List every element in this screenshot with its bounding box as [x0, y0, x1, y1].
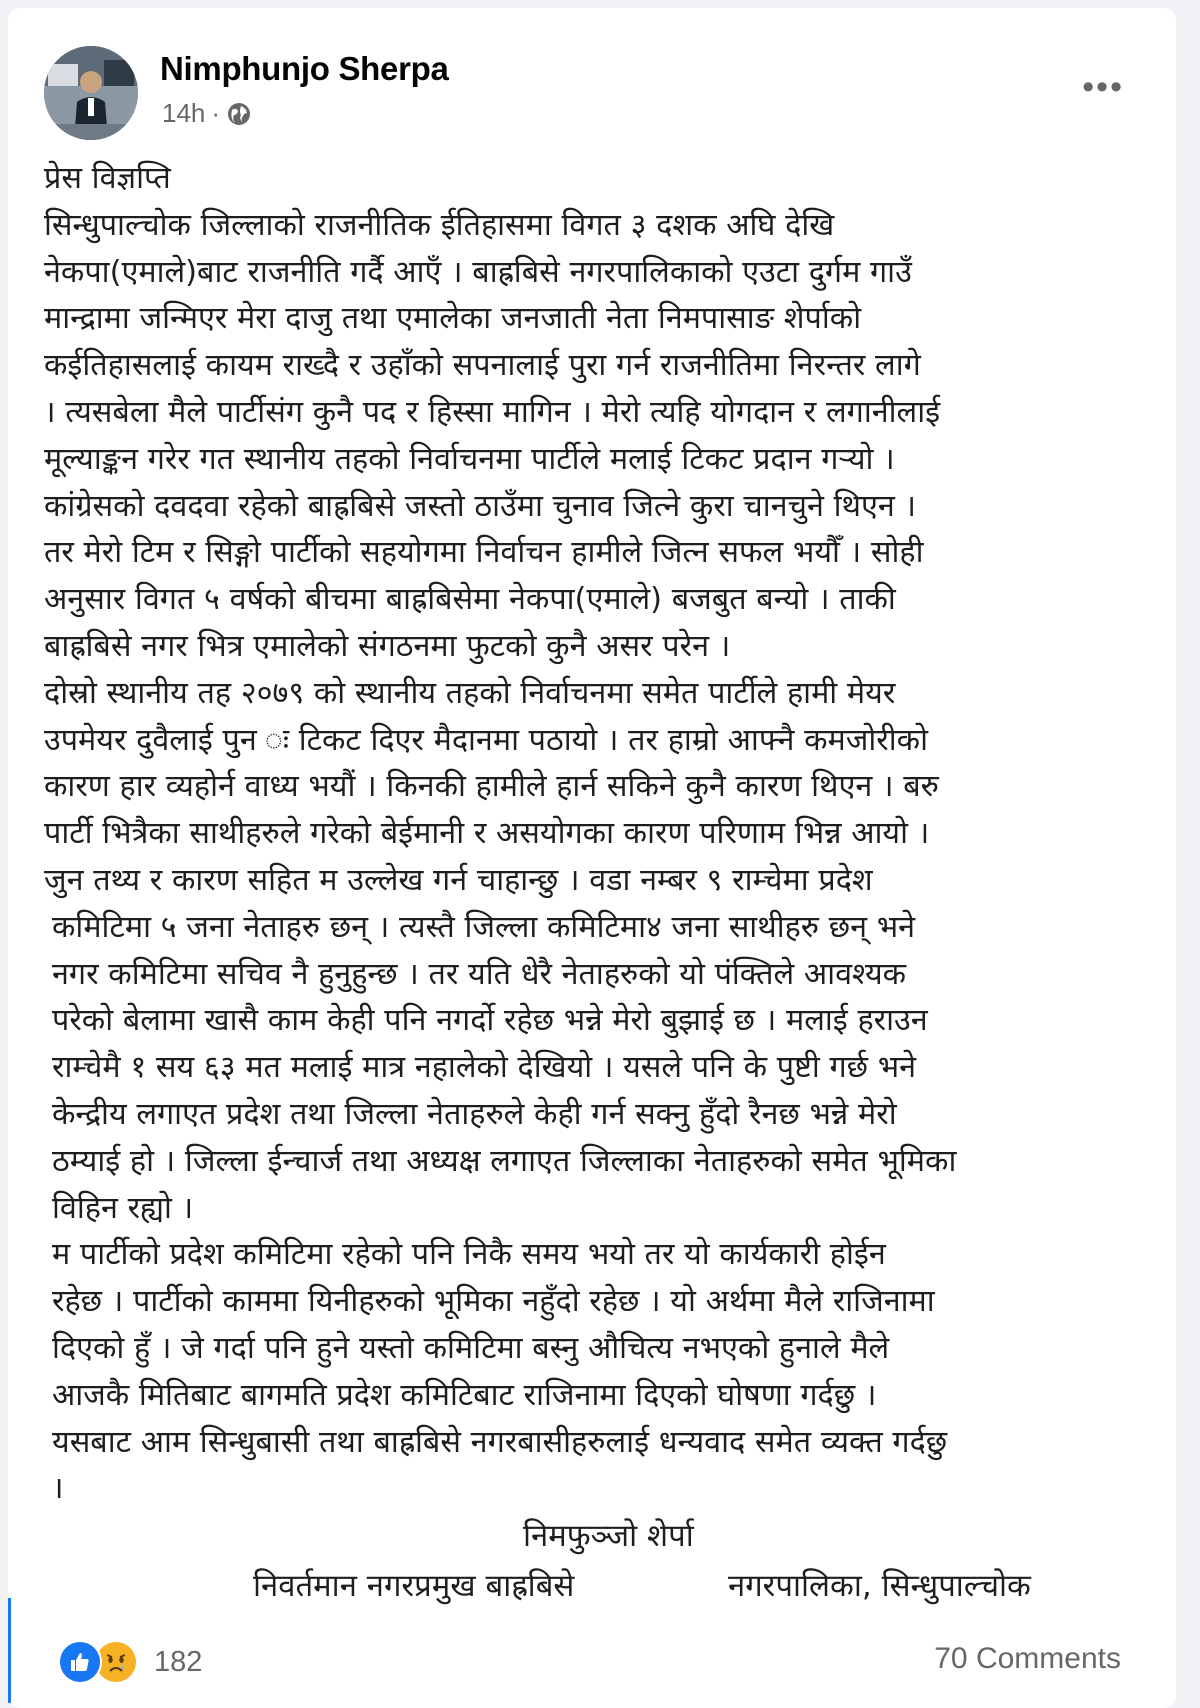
body-line: कईतिहासलाई कायम राख्दै र उहाँको सपनालाई पुरा गर्न राजनीतिमा निरन्तर लागे [44, 348, 921, 384]
body-line: नेकपा(एमाले)बाट राजनीति गर्दै आएँ । बाह्रबिसे नगरपालिकाको एउटा दुर्गम गाउँ [44, 254, 912, 290]
body-line: परेको बेलामा खासै काम केही पनि नगर्दो रहेछ भन्ने मेरो बुझाई छ । मलाई हराउन [52, 1003, 928, 1039]
body-line: तर मेरो टिम र सिङ्गो पार्टीको सहयोगमा निर्वाचन हामीले जित्न सफल भयौँ । सोही [44, 535, 924, 571]
body-line: म पार्टीको प्रदेश कमिटिमा रहेको पनि निकै समय भयो तर यो कार्यकारी होईन [52, 1237, 886, 1273]
post-header [44, 38, 1164, 148]
body-line: पार्टी भित्रैका साथीहरुले गरेको बेईमानी र असयोगका कारण परिणाम भिन्न आयो । [44, 816, 930, 852]
body-line: बाह्रबिसे नगर भित्र एमालेको संगठनमा फुटको कुनै असर परेन । [44, 628, 731, 664]
avatar[interactable] [44, 46, 138, 140]
post-card [8, 8, 1176, 1708]
body-line: कमिटिमा ५ जना नेताहरु छन् । त्यस्तै जिल्ला कमिटिमा४ जना साथीहरु छन् भने [52, 909, 916, 945]
globe-icon [226, 101, 252, 127]
reactions-summary[interactable] [58, 1640, 202, 1684]
body-line: केन्द्रीय लगाएत प्रदेश तथा जिल्ला नेताहरुले केही गर्न सक्नु हुँदो रैनछ भन्ने मेरो [52, 1096, 897, 1132]
body-line: उपमेयर दुवैलाई पुन ः टिकट दिएर मैदानमा पठायो । तर हाम्रो आफ्नै कमजोरीको [44, 722, 928, 758]
body-line: जुन तथ्य र कारण सहित म उल्लेख गर्न चाहान्छु । वडा नम्बर ९ राम्चेमा प्रदेश [44, 862, 873, 898]
focus-indicator [8, 1598, 11, 1703]
body-line: अनुसार विगत ५ वर्षको बीचमा बाह्रबिसेमा नेकपा(एमाले) बजबुत बन्यो । ताकी [44, 582, 896, 618]
body-line: दोस्रो स्थानीय तह २०७९ को स्थानीय तहको निर्वाचनमा समेत पार्टीले हामी मेयर [44, 675, 896, 711]
body-line: कारण हार व्यहोर्न वाध्य भयौं । किनकी हामीले हार्न सकिने कुनै कारण थिएन । बरु [44, 769, 939, 805]
body-line: रहेछ । पार्टीको काममा यिनीहरुको भूमिका नहुँदो रहेछ । यो अर्थमा मैले राजिनामा [52, 1284, 935, 1320]
body-line: विहिन रह्यो । [52, 1190, 194, 1226]
signature-place: नगरपालिका, सिन्धुपाल्चोक [728, 1568, 1031, 1604]
body-line: मान्द्रामा जन्मिएर मेरा दाजु तथा एमालेका जनजाती नेता निमपासाङ शेर्पाको [44, 301, 862, 337]
body-line: यसबाट आम सिन्धुबासी तथा बाह्रबिसे नगरबासीहरुलाई धन्यवाद समेत व्यक्त गर्दछु [52, 1424, 948, 1460]
reaction-count: 182 [154, 1645, 203, 1678]
like-icon [58, 1640, 102, 1684]
body-line: । [52, 1471, 64, 1507]
signature-name: निमफुञ्जो शेर्पा [523, 1518, 694, 1554]
post-meta [162, 98, 252, 129]
post-body [44, 156, 1154, 1513]
signature-title: निवर्तमान नगरप्रमुख बाह्रबिसे [253, 1568, 575, 1604]
body-line: । त्यसबेला मैले पार्टीसंग कुनै पद र हिस्सा मागिन । मेरो त्यहि योगदान र लगानीलाई [44, 394, 941, 430]
body-block-1 [44, 156, 1154, 905]
body-line: ठम्याई हो । जिल्ला ईन्चार्ज तथा अध्यक्ष लगाएत जिल्लाका नेताहरुको समेत भूमिका [52, 1143, 957, 1179]
author-name[interactable]: Nimphunjo Sherpa [160, 50, 449, 87]
body-line: नगर कमिटिमा सचिव नै हुनुहुन्छ । तर यति धेरै नेताहरुको यो पंक्तिले आवश्यक [52, 956, 907, 992]
body-line: दिएको हुँ । जे गर्दा पनि हुने यस्तो कमिटिमा बस्नु औचित्य नभएको हुनाले मैले [52, 1330, 890, 1366]
body-line: कांग्रेसको दवदवा रहेको बाह्रबिसे जस्तो ठाउँमा चुनाव जित्ने कुरा चानचुने थिएन । [44, 488, 917, 524]
body-line: राम्चेमै १ सय ६३ मत मलाई मात्र नहालेको देखियो । यसले पनि के पुष्टी गर्छ भने [52, 1050, 917, 1086]
comments-count-link[interactable]: 70 Comments [934, 1642, 1121, 1675]
post-time[interactable]: 14h [162, 98, 206, 128]
body-line: सिन्धुपाल्चोक जिल्लाको राजनीतिक ईतिहासमा विगत ३ दशक अघि देखि [44, 207, 835, 243]
body-line: प्रेस विज्ञप्ति [44, 161, 171, 196]
meta-separator: · [211, 98, 221, 128]
body-line: मूल्याङ्कन गरेर गत स्थानीय तहको निर्वाचनमा पार्टीले मलाई टिकट प्रदान गर्‍यो । [44, 441, 895, 477]
more-options-icon[interactable]: ••• [1082, 68, 1124, 106]
body-line: आजकै मितिबाट बागमति प्रदेश कमिटिबाट राजिनामा दिएको घोषणा गर्दछु । [52, 1377, 877, 1413]
body-block-2 [44, 905, 1154, 1513]
